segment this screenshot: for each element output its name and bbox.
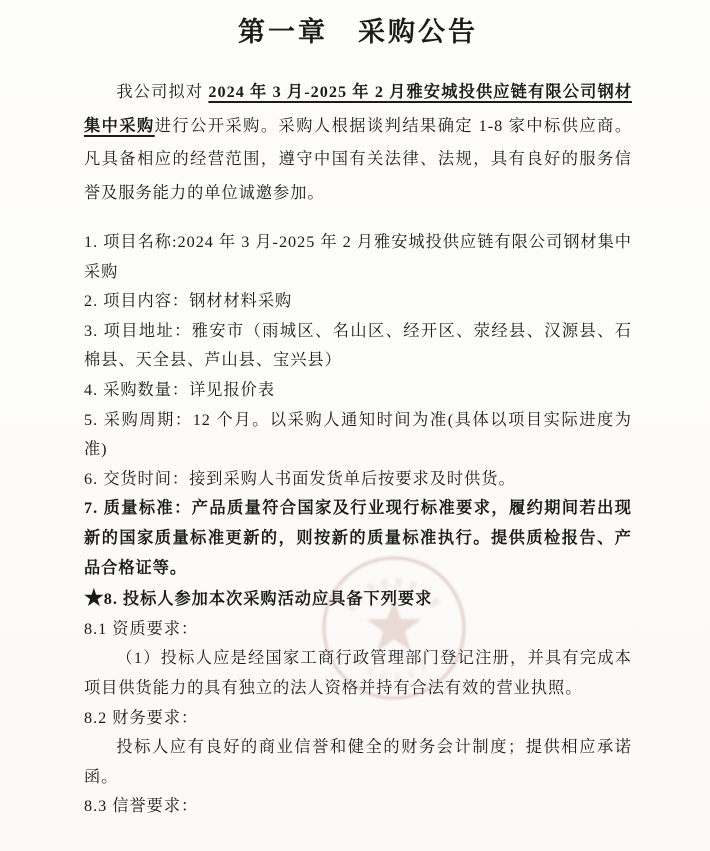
intro-underlined-project-name: 2024 年 3 月-2025 年 2 月雅安城投供应链有限公司钢材集中采购 bbox=[84, 83, 633, 135]
item-finance-detail: 投标人应有良好的商业信誉和健全的财务会计制度；提供相应承诺函。 bbox=[84, 738, 632, 786]
item-bidder-requirements-text: 8. 投标人参加本次采购活动应具备下列要求 bbox=[103, 590, 433, 609]
item-qualification-heading: 8.1 资质要求： bbox=[84, 619, 199, 638]
item-delivery-time: 6. 交货时间：接到采购人书面发货单后按要求及时供货。 bbox=[84, 469, 516, 488]
intro-text: 我公司拟对 bbox=[116, 83, 209, 101]
intro-paragraph bbox=[84, 76, 632, 210]
item-purchase-period: 5. 采购周期：12 个月。以采购人通知时间为准(具体以项目实际进度为准) bbox=[84, 410, 632, 459]
item-qualification-detail: （1）投标人应是经国家工商行政管理部门登记注册，并具有完成本项目供货能力的具有独立的法人资格并持有合法有效的营业执照。 bbox=[84, 649, 632, 697]
item-finance-heading: 8.2 财务要求： bbox=[84, 708, 199, 727]
item-purchase-quantity: 4. 采购数量：详见报价表 bbox=[84, 380, 276, 399]
intro-text-continued: 进行公开采购。采购人根据谈判结果确定 1-8 家中标供应商。凡具备相应的经营范围，遵守中国有关法律、法规，具有良好的服务信誉及服务能力的单位诚邀参加。 bbox=[84, 116, 633, 202]
item-quality-standard: 7. 质量标准：产品质量符合国家及行业现行标准要求，履约期间若出现新的国家质量标准更新的，则按新的质量标准执行。提供质检报告、产品合格证等。 bbox=[84, 499, 632, 577]
item-bidder-requirements bbox=[84, 583, 632, 615]
star-icon: ★ bbox=[84, 585, 104, 611]
item-project-name: 1. 项目名称:2024 年 3 月-2025 年 2 月雅安城投供应链有限公司钢材集中采购 bbox=[84, 233, 632, 281]
announcement-item-list bbox=[84, 228, 632, 822]
item-project-content: 2. 项目内容：钢材材料采购 bbox=[84, 292, 293, 311]
page-title: 第一章 采购公告 bbox=[238, 17, 478, 47]
item-project-address: 3. 项目地址：雅安市（雨城区、名山区、经开区、荥经县、汉源县、石棉县、天全县、芦山县、宝兴县） bbox=[84, 321, 632, 370]
item-reputation-heading: 8.3 信誉要求： bbox=[84, 797, 199, 816]
